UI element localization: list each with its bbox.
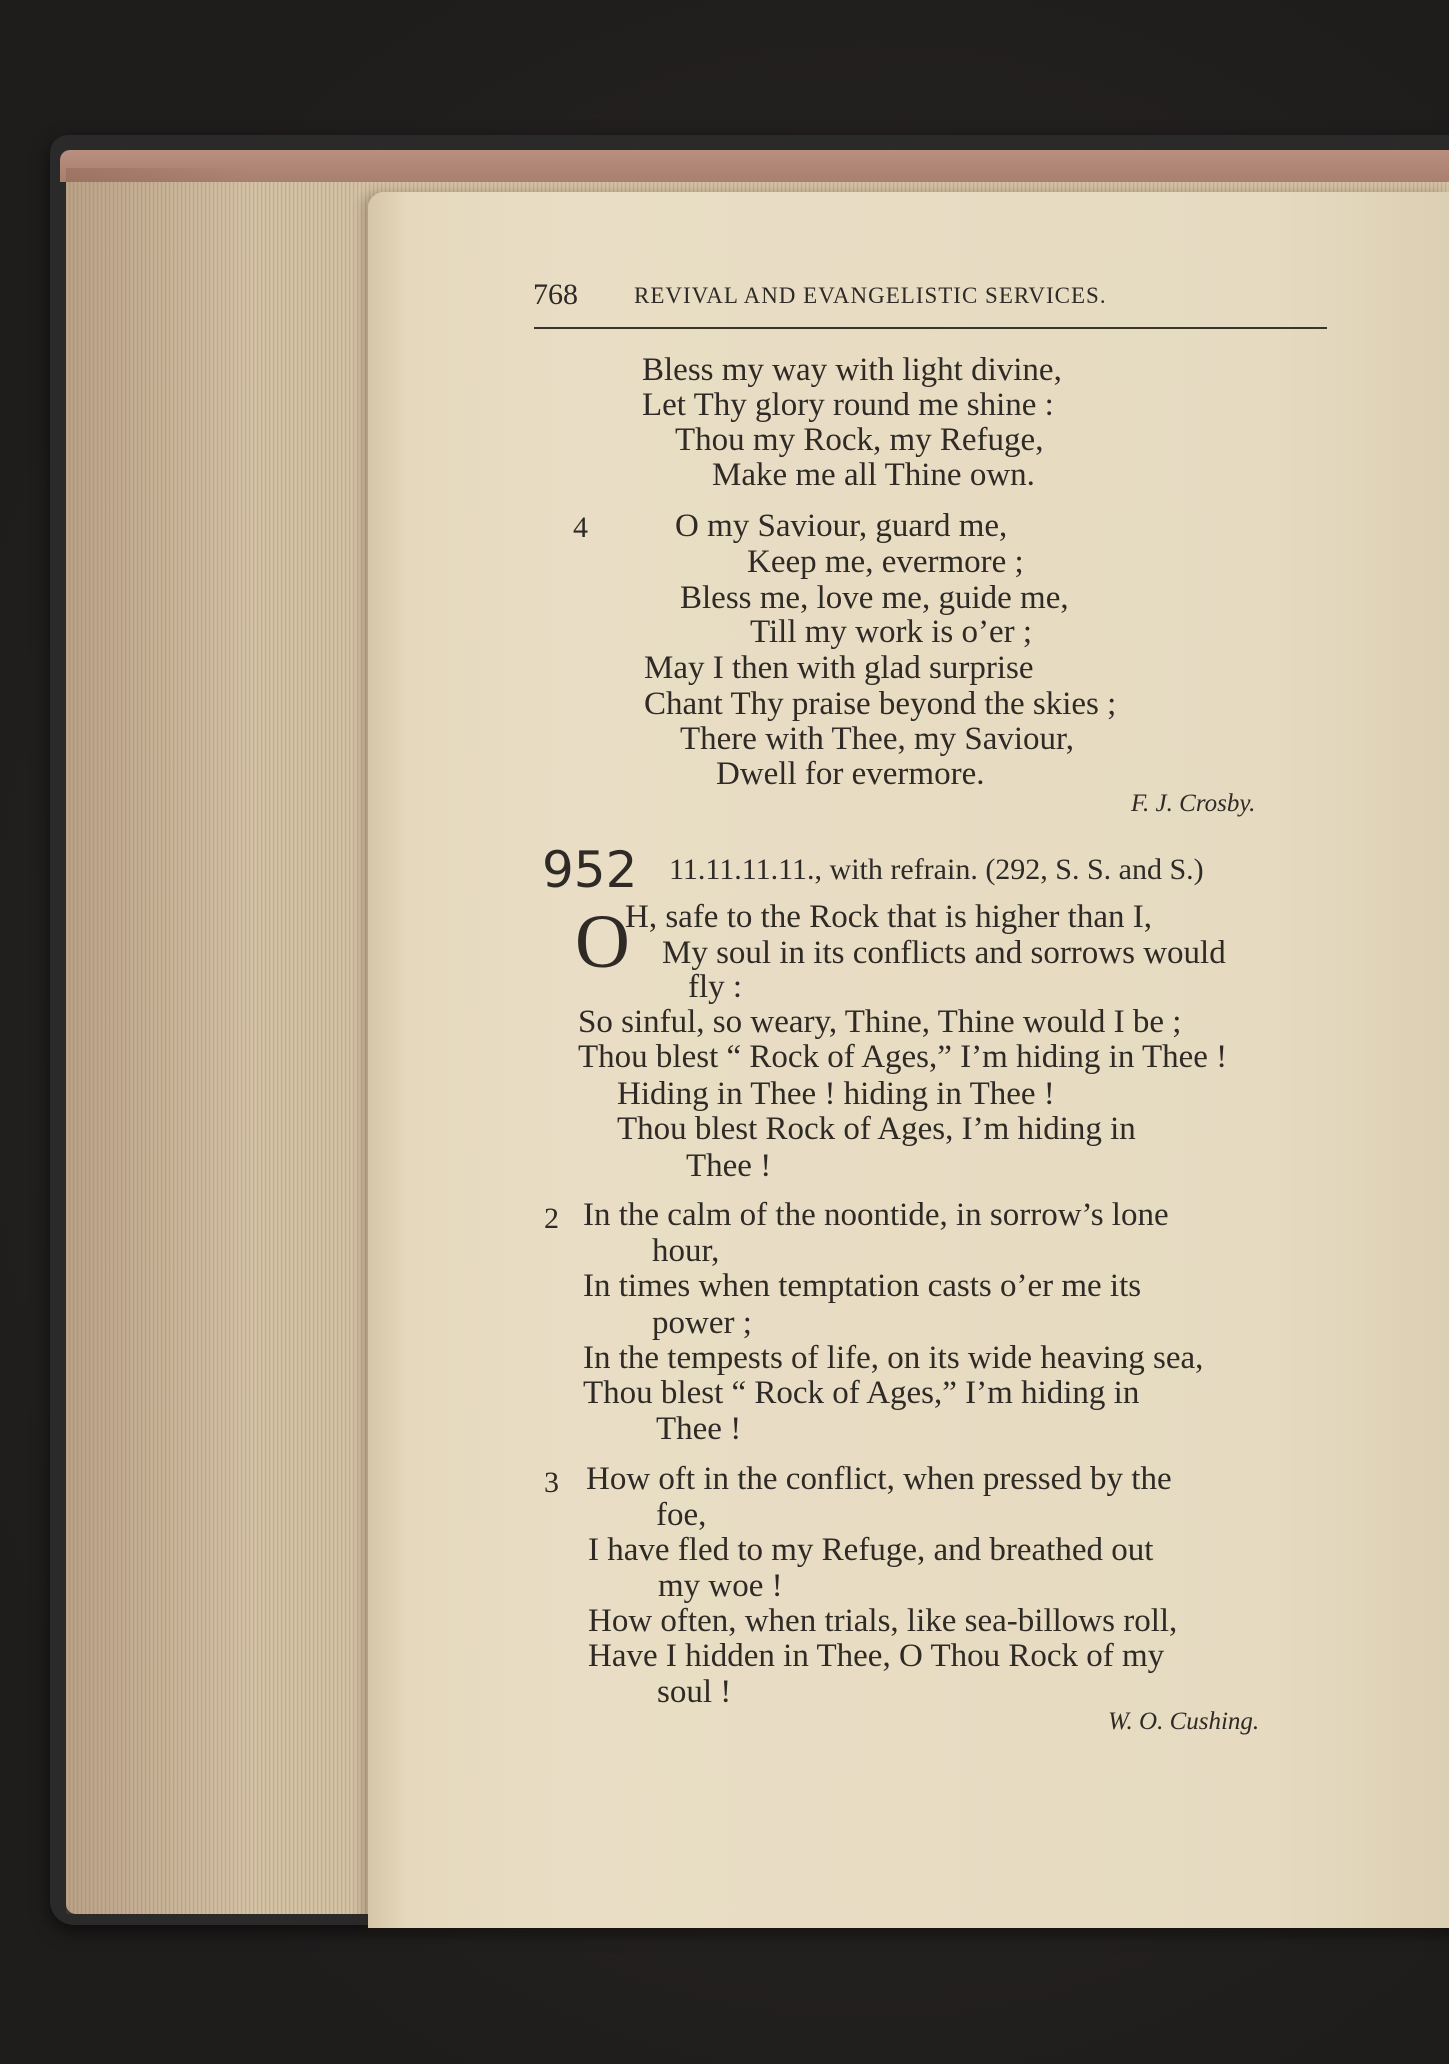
verse2-line-3: In times when temptation casts o’er me its — [583, 1268, 1142, 1304]
author-cushing: W. O. Cushing. — [1108, 1708, 1260, 1735]
cont-line-2: Let Thy glory round me shine : — [642, 387, 1054, 423]
verse3-line-2: foe, — [656, 1497, 707, 1533]
verse2-line-5: In the tempests of life, on its wide heaving sea, — [583, 1340, 1204, 1376]
author-crosby: F. J. Crosby. — [1131, 790, 1256, 817]
verse4-line-7: There with Thee, my Saviour, — [680, 721, 1074, 757]
verse4-line-5: May I then with glad surprise — [644, 650, 1034, 686]
edge-shadow — [66, 168, 376, 1914]
cont-line-4: Make me all Thine own. — [712, 457, 1035, 493]
verse1-line-2: My soul in its conflicts and sorrows would — [662, 935, 1226, 971]
verse-4-number: 4 — [573, 511, 588, 544]
page-number: 768 — [533, 278, 578, 311]
verse-3-number: 3 — [544, 1466, 559, 1499]
refrain-line-3: Thee ! — [686, 1148, 772, 1184]
header-rule — [534, 327, 1327, 329]
verse2-line-7: Thee ! — [656, 1411, 742, 1447]
refrain-line-1: Hiding in Thee ! hiding in Thee ! — [617, 1076, 1055, 1112]
verse3-line-7: soul ! — [657, 1674, 732, 1710]
verse4-line-6: Chant Thy praise beyond the skies ; — [644, 686, 1117, 722]
cont-line-1: Bless my way with light divine, — [642, 352, 1062, 388]
verse2-line-4: power ; — [652, 1305, 752, 1341]
running-header: REVIVAL AND EVANGELISTIC SERVICES. — [634, 283, 1107, 308]
verse4-line-3: Bless me, love me, guide me, — [680, 580, 1069, 616]
verse1-line-3: fly : — [688, 969, 743, 1005]
verse2-line-2: hour, — [652, 1233, 720, 1269]
verse2-line-6: Thou blest “ Rock of Ages,” I’m hiding in — [583, 1375, 1140, 1411]
hymn-number: 952 — [542, 841, 638, 899]
verse4-line-8: Dwell for evermore. — [716, 756, 985, 792]
verse3-line-4: my woe ! — [658, 1568, 783, 1604]
verse4-line-1: O my Saviour, guard me, — [675, 508, 1008, 544]
refrain-line-2: Thou blest Rock of Ages, I’m hiding in — [617, 1111, 1136, 1147]
verse4-line-2: Keep me, evermore ; — [747, 544, 1024, 580]
verse1-line-5: Thou blest “ Rock of Ages,” I’m hiding in Thee ! — [578, 1039, 1228, 1075]
verse3-line-5: How often, when trials, like sea-billows roll, — [588, 1603, 1178, 1639]
verse-2-number: 2 — [544, 1202, 559, 1235]
verse3-line-3: I have fled to my Refuge, and breathed out — [588, 1532, 1154, 1568]
verse1-line-4: So sinful, so weary, Thine, Thine would I be ; — [578, 1004, 1182, 1040]
cont-line-3: Thou my Rock, my Refuge, — [675, 422, 1044, 458]
verse1-line-1: H, safe to the Rock that is higher than I, — [625, 899, 1152, 935]
verse3-line-6: Have I hidden in Thee, O Thou Rock of my — [588, 1638, 1165, 1674]
verse4-line-4: Till my work is o’er ; — [750, 614, 1033, 650]
hymn-meter: 11.11.11.11., with refrain. (292, S. S. and S.) — [669, 853, 1204, 886]
verse2-line-1: In the calm of the noontide, in sorrow’s lone — [583, 1197, 1169, 1233]
drop-cap: O — [575, 900, 630, 984]
verse3-line-1: How oft in the conflict, when pressed by the — [586, 1461, 1172, 1497]
